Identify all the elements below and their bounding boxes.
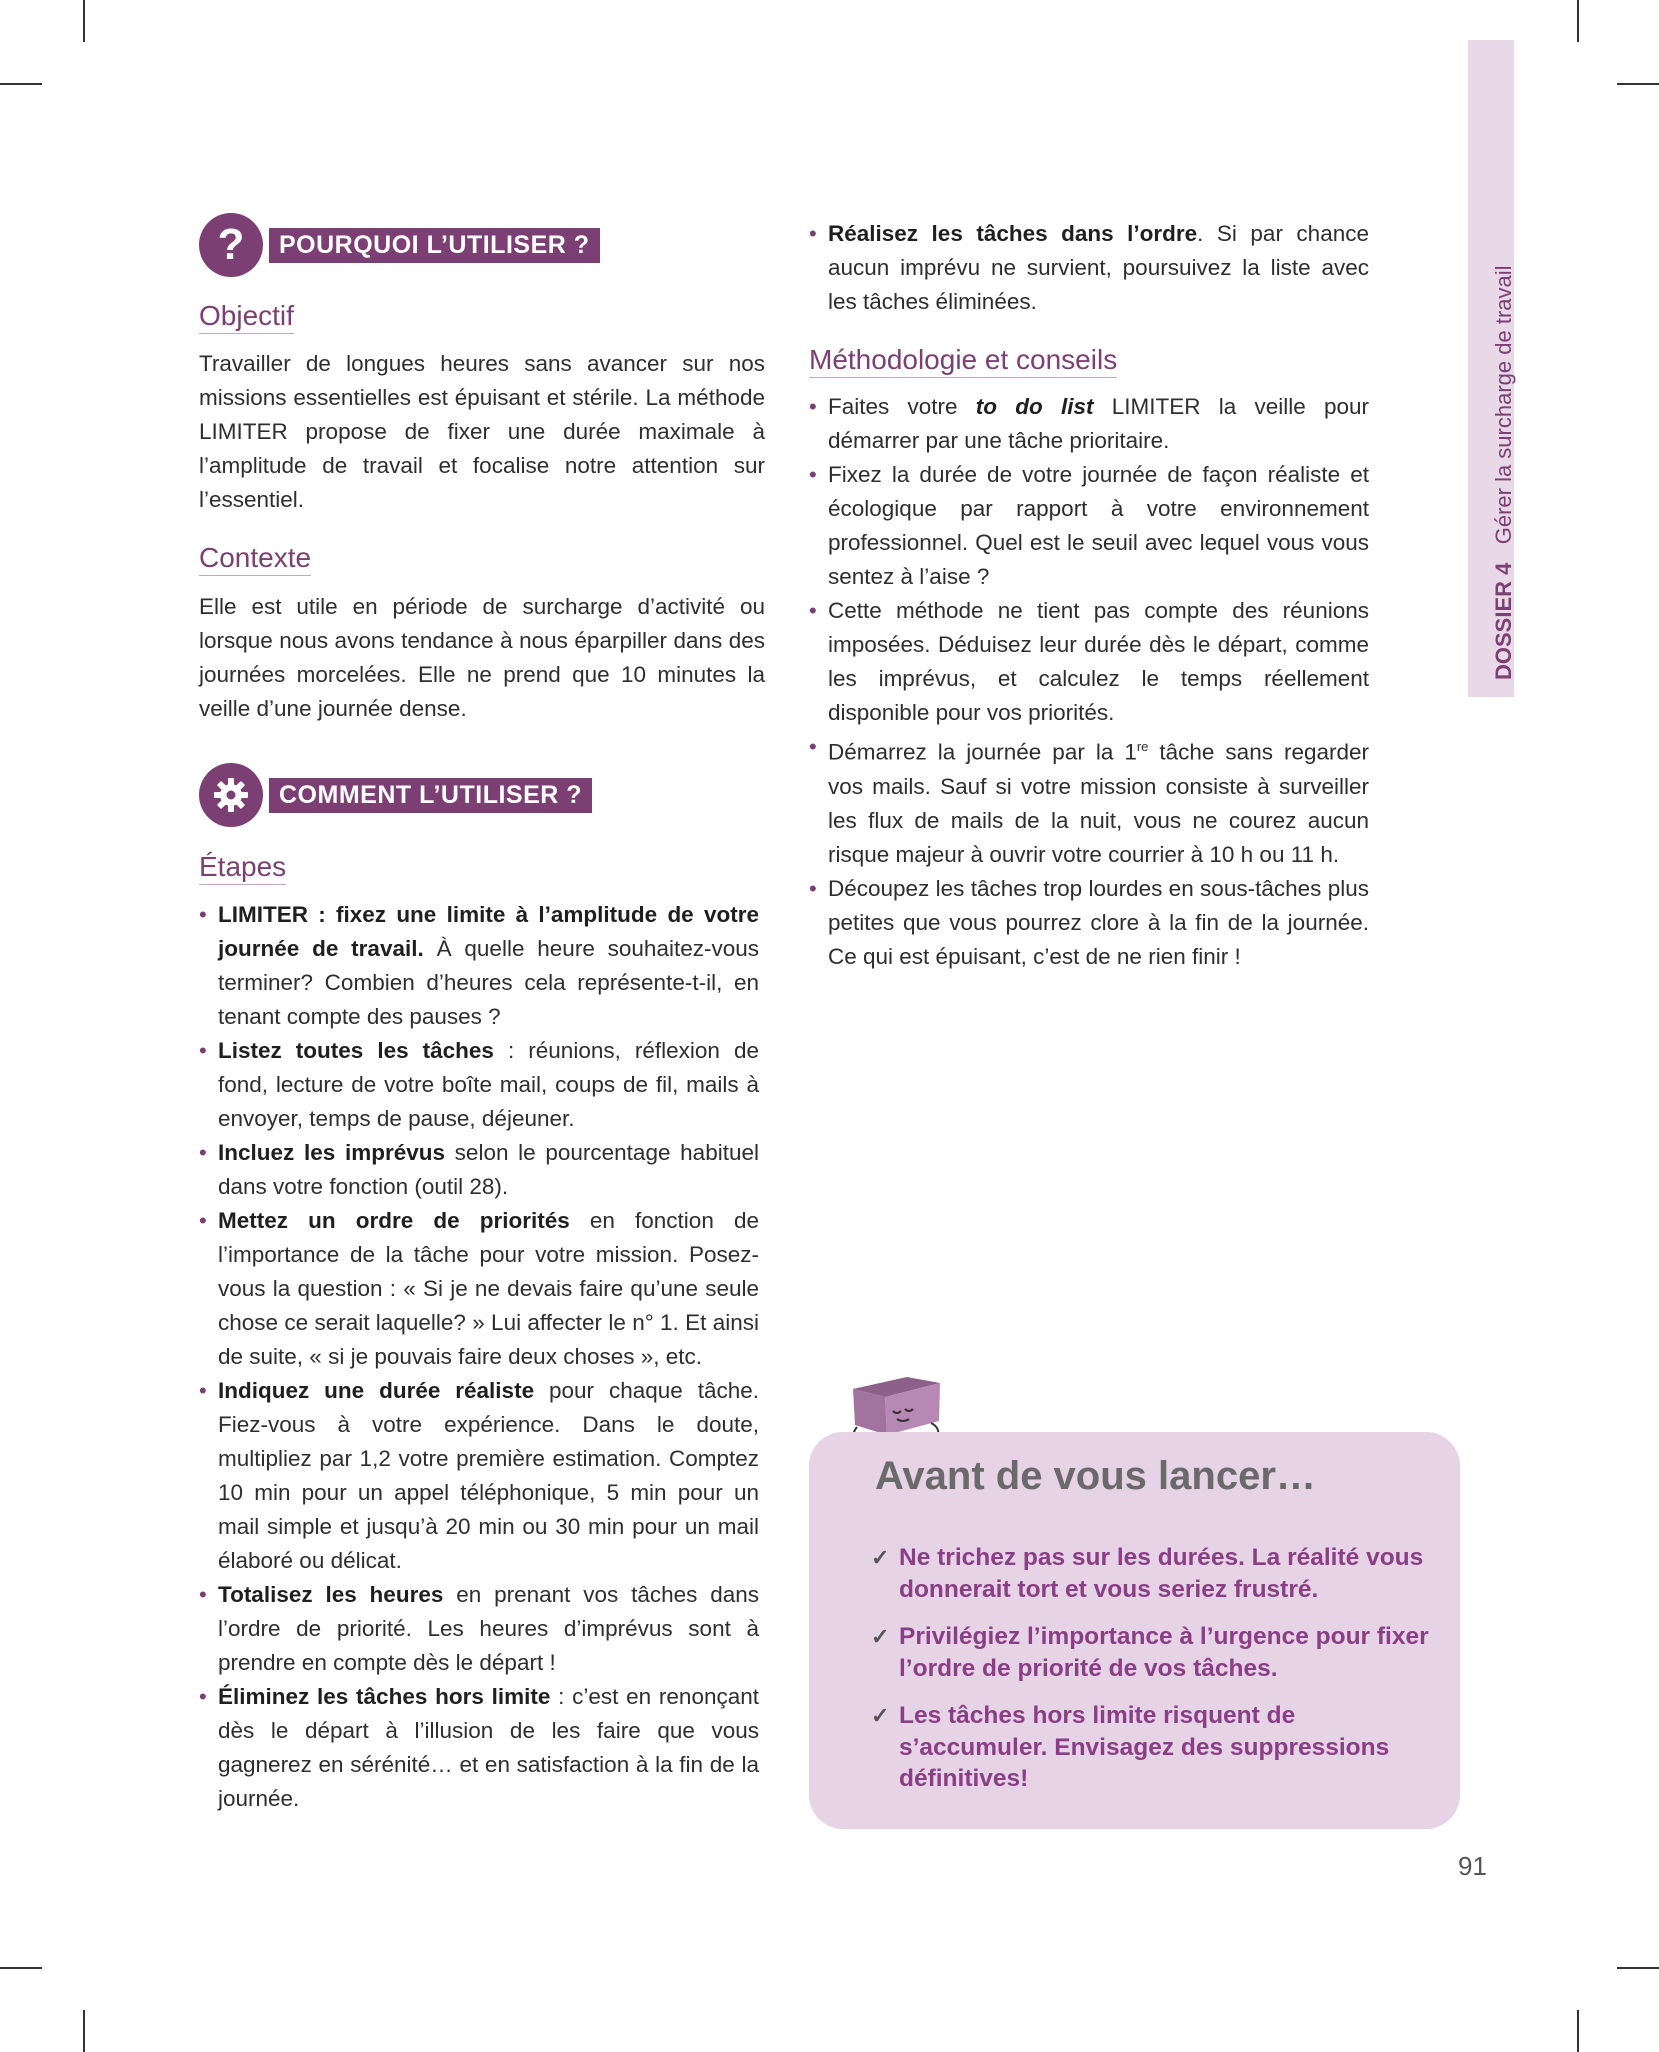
item-bold: Totalisez les heures: [218, 1582, 444, 1607]
callout-box: [809, 1432, 1460, 1829]
subheading-objectif: Objectif: [199, 300, 294, 332]
subheading-contexte: Contexte: [199, 542, 311, 574]
item-text: : réunions, réflexion de fond, lecture de votre boîte mail, coups de fil, mails à envoyer, temps de pause, déjeuner.: [218, 1038, 759, 1131]
item-text-pre: Démarrez la journée par la 1: [828, 739, 1137, 765]
list-item: [199, 1680, 759, 1816]
list-item: [809, 730, 1369, 872]
item-bold: Incluez les imprévus: [218, 1140, 445, 1165]
item-text: À quelle heure souhaitez-vous terminer? Combien d’heures cela représente-t-il, en tenant compte des pauses ?: [218, 936, 759, 1029]
list-item: [199, 1204, 759, 1374]
callout-item: ✓ Les tâches hors limite risquent de s’accumuler. Envisagez des suppressions définitives!: [871, 1700, 1431, 1795]
dossier-title: Gérer la surcharge de travail: [1491, 265, 1516, 545]
item-bold: Éliminez les tâches hors limite: [218, 1684, 551, 1709]
callout-title: Avant de vous lancer…: [875, 1454, 1316, 1498]
list-item: [199, 1578, 759, 1680]
crop-mark: [1617, 83, 1659, 85]
item-bold: LIMITER : fixez une limite à l’amplitude de votre journée de travail.: [218, 902, 759, 961]
item-bold: Mettez un ordre de priorités: [218, 1208, 570, 1233]
item-text: en fonction de l’importance de la tâche pour votre mission. Posez-vous la question : « Si je ne devais faire qu’une seule chose ce serait laquelle? » Lui affecter le n° 1. Et ainsi de suite, « si je pouvais faire deux choses », etc.: [218, 1208, 759, 1369]
list-item: [809, 390, 1369, 458]
dossier-label: DOSSIER 4: [1491, 562, 1516, 680]
item-bold: Listez toutes les tâches: [218, 1038, 494, 1063]
methodologie-list: [809, 390, 1369, 974]
contexte-text: Elle est utile en période de surcharge d’activité ou lorsque nous avons tendance à nous éparpiller dans des journées morcelées. Elle ne prend que 10 minutes la veille d’une journée dense.: [199, 594, 765, 721]
crop-mark: [83, 0, 85, 42]
item-text: selon le pourcentage habituel dans votre fonction (outil 28).: [218, 1140, 759, 1199]
list-item: [809, 458, 1369, 594]
item-text: tâche sans regarder vos mails. Sauf si votre mission consiste à surveiller les flux de mails de la nuit, vous ne courez aucun risque majeur à ouvrir votre courrier à 10 h ou 11 h.: [828, 739, 1369, 867]
item-superscript: re: [1136, 739, 1149, 754]
side-tab-label: [1491, 265, 1517, 680]
crop-mark: [0, 83, 42, 85]
item-text: . Si par chance aucun imprévu ne survient, poursuivez la liste avec les tâches éliminées.: [828, 221, 1369, 314]
item-text: Cette méthode ne tient pas compte des réunions imposées. Déduisez leur durée dès le départ, comme les imprévus, et calculez le temps réellement disponible pour vos priorités.: [828, 598, 1369, 725]
objectif-text: Travailler de longues heures sans avancer sur nos missions essentielles est épuisant et stérile. La méthode LIMITER propose de fixer une durée maximale à l’amplitude de travail et focalise notre attention sur l’essentiel.: [199, 351, 765, 512]
crop-mark: [1577, 0, 1579, 42]
item-bold: Réalisez les tâches dans l’ordre: [828, 221, 1198, 246]
callout-item: ✓ Ne trichez pas sur les durées. La réalité vous donnerait tort et vous seriez frustré.: [871, 1542, 1431, 1605]
list-item: [199, 898, 759, 1034]
item-text: pour chaque tâche. Fiez-vous à votre expérience. Dans le doute, multipliez par 1,2 votre première estimation. Comptez 10 min pour un appel téléphonique, 5 min pour un mail simple et jusqu’à 20 min ou 30 min pour un mail élaboré ou délicat.: [218, 1378, 759, 1573]
gear-icon: [199, 763, 263, 827]
subheading-methodologie: Méthodologie et conseils: [809, 344, 1117, 376]
etapes-list-continued: [809, 217, 1369, 319]
etapes-list: [199, 898, 759, 1816]
item-text: Découpez les tâches trop lourdes en sous-tâches plus petites que vous pourrez clore à la fin de la journée. Ce qui est épuisant, c’est de ne rien finir !: [828, 875, 1369, 969]
section-header-comment: [199, 763, 592, 827]
section-title: COMMENT L’UTILISER ?: [269, 778, 592, 813]
section-title: POURQUOI L’UTILISER ?: [269, 228, 600, 263]
list-item: [199, 1136, 759, 1204]
callout-list: [871, 1542, 1431, 1811]
item-text: en prenant vos tâches dans l’ordre de priorité. Les heures d’imprévus sont à prendre en compte dès le départ !: [218, 1582, 759, 1675]
callout-item: ✓ Privilégiez l’importance à l’urgence pour fixer l’ordre de priorité de vos tâches.: [871, 1621, 1431, 1684]
crop-mark: [0, 1967, 42, 1969]
item-bold: Indiquez une durée réaliste: [218, 1378, 535, 1403]
section-header-pourquoi: [199, 213, 600, 277]
crop-mark: [83, 2010, 85, 2052]
crop-mark: [1577, 2010, 1579, 2052]
item-text: LIMITER la veille pour démarrer par une tâche prioritaire.: [828, 394, 1369, 453]
list-item: [809, 217, 1369, 319]
list-item: [199, 1034, 759, 1136]
list-item: [809, 594, 1369, 730]
item-text-pre: Faites votre: [828, 394, 976, 419]
item-emphasis: to do list: [975, 394, 1094, 419]
item-text: : c’est en renonçant dès le départ à l’illusion de les faire que vous gagnerez en sérénité… et en satisfaction à la fin de la journée.: [218, 1684, 759, 1811]
crop-mark: [1617, 1967, 1659, 1969]
item-text: Fixez la durée de votre journée de façon réaliste et écologique par rapport à votre environnement professionnel. Quel est le seuil avec lequel vous vous sentez à l’aise ?: [828, 462, 1369, 589]
question-mark-icon: ?: [199, 213, 263, 277]
page-number: 91: [1458, 1851, 1487, 1881]
subheading-etapes: Étapes: [199, 851, 286, 883]
list-item: [199, 1374, 759, 1578]
list-item: [809, 872, 1369, 974]
